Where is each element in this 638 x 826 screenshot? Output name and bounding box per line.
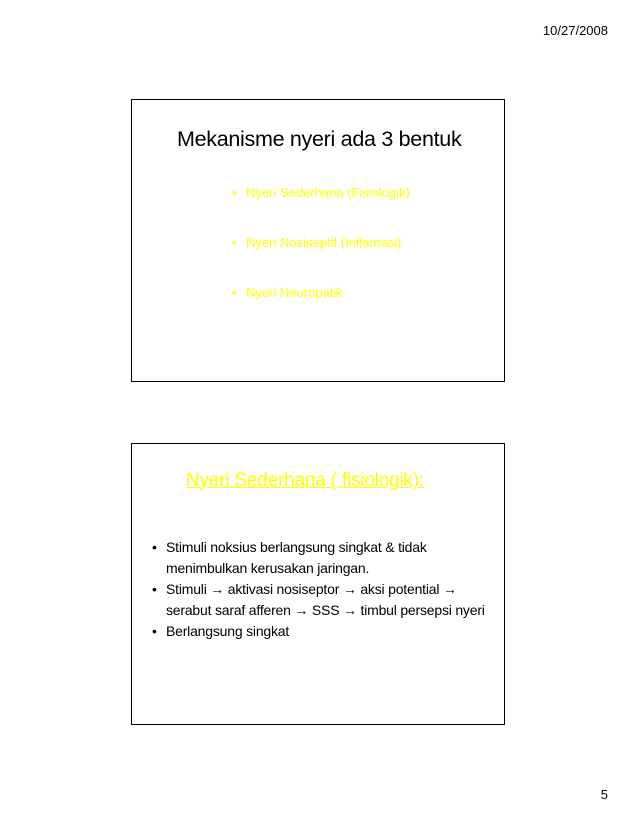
bullet-list (232, 180, 410, 306)
bullet-icon: • (232, 235, 237, 250)
bullet-icon: • (152, 539, 157, 555)
slide-title-colon: : (418, 470, 424, 491)
bullet-icon: • (232, 285, 237, 300)
bullet-list (152, 537, 497, 642)
list-item-text: Nyeri Neuropatik (246, 285, 343, 300)
slide-1 (131, 99, 505, 382)
date-header: 10/27/2008 (542, 23, 608, 38)
list-item-text: Nyeri Sederhana (Fisiologik) (246, 185, 411, 200)
slide-title (186, 470, 424, 492)
page-number: 5 (600, 787, 608, 802)
list-item (232, 280, 410, 306)
bullet-icon: • (152, 623, 157, 639)
slide-title: Mekanisme nyeri ada 3 bentuk (177, 127, 462, 151)
list-item-text: Stimuli → aktivasi nosiseptor → aksi potential → serabut saraf afferen → SSS → timbul persepsi nyeri (166, 581, 485, 618)
bullet-icon: • (232, 185, 237, 200)
list-item-text: Stimuli noksius berlangsung singkat & tidak menimbulkan kerusakan jaringan. (166, 539, 427, 576)
list-item (152, 579, 497, 621)
slide-2 (131, 443, 505, 725)
list-item (152, 621, 497, 642)
bullet-icon: • (152, 581, 157, 597)
list-item-text: Nyeri Nosiseptif (Inflamasi) (246, 235, 402, 250)
list-item-text: Berlangsung singkat (166, 623, 290, 639)
list-item (152, 537, 497, 579)
slide-title-text: Nyeri Sederhana ( fisiologik) (186, 470, 419, 491)
list-item (232, 180, 410, 206)
list-item (232, 230, 410, 256)
